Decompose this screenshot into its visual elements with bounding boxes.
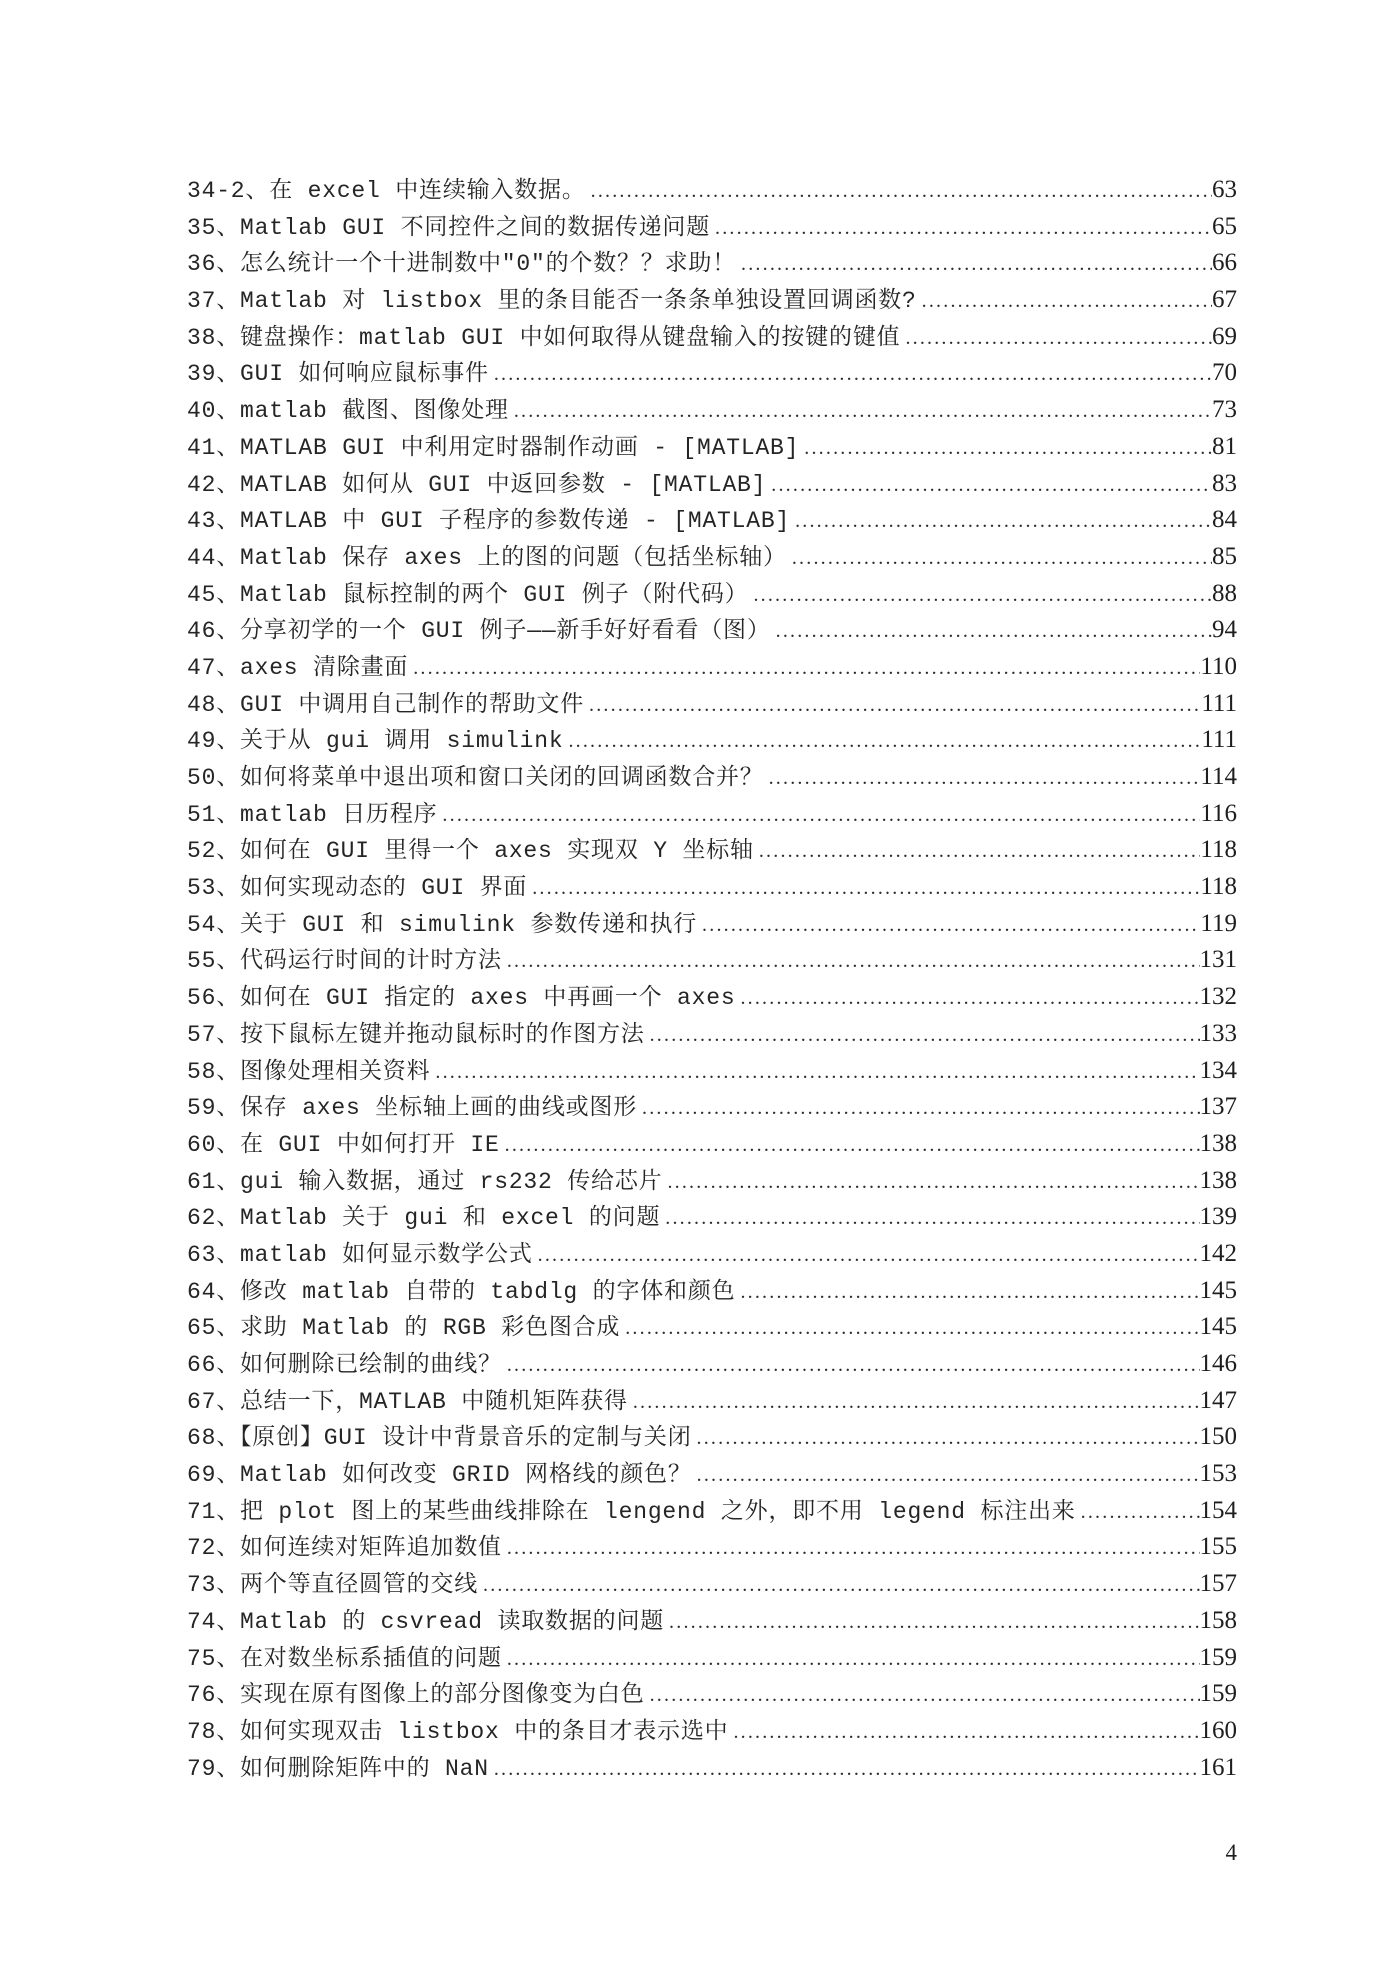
toc-dot-leader (728, 1721, 1199, 1744)
toc-entry-page: 159 (1199, 1680, 1237, 1708)
toc-dot-leader (664, 1611, 1199, 1634)
toc-entry-page: 157 (1199, 1570, 1237, 1598)
toc-entry-title: 71、把 plot 图上的某些曲线排除在 lengend 之外，即不用 legend 标注出来 (187, 1498, 1076, 1525)
toc-dot-leader (754, 840, 1201, 863)
toc-entry-page: 154 (1199, 1496, 1237, 1524)
toc-dot-leader (437, 804, 1200, 827)
toc-entry-page: 94 (1212, 616, 1237, 644)
toc-entry-title: 76、实现在原有图像上的部分图像变为白色 (187, 1682, 645, 1709)
toc-row (187, 721, 1237, 758)
toc-entry-title: 37、Matlab 对 listbox 里的条目能否一条条单独设置回调函数? (187, 288, 917, 315)
toc-dot-leader (710, 217, 1212, 240)
toc-entry-page: 119 (1200, 909, 1237, 937)
toc-entry-title: 57、按下鼠标左键并拖动鼠标时的作图方法 (187, 1021, 645, 1048)
toc-row (187, 1455, 1237, 1492)
toc-row (187, 685, 1237, 722)
toc-row (187, 318, 1237, 355)
toc-row (187, 171, 1237, 208)
toc-row (187, 1235, 1237, 1272)
toc-entry-title: 75、在对数坐标系插值的问题 (187, 1645, 502, 1672)
toc-dot-leader (660, 1207, 1199, 1230)
toc-dot-leader (408, 657, 1200, 680)
toc-row (187, 391, 1237, 428)
toc-entry-title: 35、Matlab GUI 不同控件之间的数据传递问题 (187, 214, 711, 241)
toc-entry-title: 53、如何实现动态的 GUI 界面 (187, 875, 528, 902)
toc-row (187, 1675, 1237, 1712)
toc-entry-title: 58、图像处理相关资料 (187, 1058, 431, 1085)
toc-dot-leader (697, 914, 1200, 937)
toc-entry-title: 65、求助 Matlab 的 RGB 彩色图合成 (187, 1315, 621, 1342)
toc-row (187, 795, 1237, 832)
toc-row (187, 208, 1237, 245)
toc-entry-page: 139 (1199, 1203, 1237, 1231)
toc-row (187, 575, 1237, 612)
toc-dot-leader (799, 437, 1212, 460)
toc-dot-leader (787, 547, 1212, 570)
toc-dot-leader (489, 363, 1212, 386)
toc-dot-leader (1076, 1501, 1200, 1524)
toc-row (187, 611, 1237, 648)
toc-entry-title: 44、Matlab 保存 axes 上的图的问题（包括坐标轴） (187, 544, 787, 571)
toc-entry-title: 45、Matlab 鼠标控制的两个 GUI 例子（附代码） (187, 581, 749, 608)
toc-list (187, 171, 1237, 1785)
toc-row (187, 868, 1237, 905)
toc-dot-leader (489, 1758, 1200, 1781)
toc-row (187, 905, 1237, 942)
footer-page-number: 4 (1225, 1840, 1237, 1865)
toc-entry-title: 41、MATLAB GUI 中利用定时器制作动画 - [MATLAB] (187, 434, 800, 461)
toc-row (187, 941, 1237, 978)
toc-entry-page: 132 (1199, 983, 1237, 1011)
toc-dot-leader (637, 1097, 1199, 1120)
toc-entry-page: 116 (1200, 799, 1237, 827)
toc-entry-title: 63、matlab 如何显示数学公式 (187, 1241, 533, 1268)
toc-entry-title: 67、总结一下，MATLAB 中随机矩阵获得 (187, 1388, 628, 1415)
toc-entry-title: 39、GUI 如何响应鼠标事件 (187, 361, 489, 388)
toc-entry-page: 118 (1200, 873, 1237, 901)
toc-row (187, 1565, 1237, 1602)
toc-entry-page: 70 (1212, 359, 1237, 387)
toc-row (187, 1345, 1237, 1382)
toc-entry-page: 66 (1212, 249, 1237, 277)
toc-entry-title: 47、axes 清除畫面 (187, 654, 409, 681)
toc-row (187, 1492, 1237, 1529)
toc-entry-title: 40、matlab 截图、图像处理 (187, 398, 509, 425)
toc-row (187, 1639, 1237, 1676)
toc-row (187, 281, 1237, 318)
toc-dot-leader (628, 1391, 1200, 1414)
toc-row (187, 648, 1237, 685)
toc-row (187, 1749, 1237, 1786)
toc-entry-title: 64、修改 matlab 自带的 tabdlg 的字体和颜色 (187, 1278, 736, 1305)
toc-entry-page: 85 (1212, 542, 1237, 570)
toc-entry-page: 146 (1199, 1350, 1237, 1377)
toc-entry-title: 49、关于从 gui 调用 simulink (187, 728, 564, 755)
toc-entry-title: 43、MATLAB 中 GUI 子程序的参数传递 - [MATLAB] (187, 508, 791, 535)
toc-row (187, 1125, 1237, 1162)
toc-row (187, 1198, 1237, 1235)
toc-row (187, 831, 1237, 868)
toc-entry-page: 142 (1199, 1239, 1237, 1267)
toc-row (187, 465, 1237, 502)
toc-dot-leader (430, 1061, 1199, 1084)
toc-entry-title: 34-2、在 excel 中连续输入数据。 (187, 178, 586, 204)
toc-entry-title: 66、如何删除已绘制的曲线？ (187, 1352, 502, 1378)
toc-entry-page: 159 (1199, 1643, 1237, 1671)
toc-dot-leader (764, 767, 1201, 790)
toc-entry-page: 131 (1199, 946, 1237, 974)
toc-entry-title: 51、matlab 日历程序 (187, 801, 438, 828)
toc-dot-leader (527, 877, 1200, 900)
toc-entry-page: 73 (1212, 396, 1237, 424)
toc-dot-leader (645, 1024, 1200, 1047)
toc-row (187, 1418, 1237, 1455)
toc-entry-page: 155 (1199, 1533, 1237, 1561)
toc-row (187, 1602, 1237, 1639)
toc-row (187, 978, 1237, 1015)
toc-entry-page: 134 (1199, 1056, 1237, 1084)
toc-entry-page: 114 (1200, 763, 1237, 790)
toc-entry-page: 145 (1199, 1313, 1237, 1341)
toc-row (187, 1712, 1237, 1749)
toc-row (187, 428, 1237, 465)
toc-entry-page: 147 (1199, 1386, 1237, 1414)
toc-entry-page: 118 (1200, 836, 1237, 864)
toc-dot-leader (645, 1684, 1200, 1707)
toc-dot-leader (790, 510, 1212, 533)
toc-entry-page: 158 (1199, 1606, 1237, 1634)
toc-row (187, 1015, 1237, 1052)
toc-dot-leader (736, 253, 1212, 276)
toc-entry-title: 38、键盘操作：matlab GUI 中如何取得从键盘输入的按键的键值 (187, 324, 901, 351)
toc-entry-page: 153 (1199, 1460, 1237, 1488)
toc-entry-page: 65 (1212, 212, 1237, 240)
toc-entry-page: 84 (1212, 506, 1237, 534)
toc-dot-leader (502, 1537, 1200, 1560)
toc-dot-leader (662, 1171, 1199, 1194)
toc-dot-leader (533, 1244, 1200, 1267)
toc-entry-title: 62、Matlab 关于 gui 和 excel 的问题 (187, 1205, 661, 1232)
toc-entry-page: 81 (1212, 432, 1237, 460)
toc-entry-page: 161 (1199, 1753, 1237, 1781)
toc-row (187, 1088, 1237, 1125)
toc-dot-leader (735, 987, 1199, 1010)
toc-entry-title: 36、怎么统计一个十进制数中"0"的个数？？求助！ (187, 251, 737, 278)
toc-dot-leader (563, 730, 1201, 753)
toc-entry-page: 138 (1199, 1129, 1237, 1157)
toc-entry-title: 78、如何实现双击 listbox 中的条目才表示选中 (187, 1718, 729, 1745)
toc-entry-page: 63 (1212, 176, 1237, 203)
toc-entry-page: 69 (1212, 322, 1237, 350)
toc-dot-leader (766, 474, 1212, 497)
toc-entry-title: 68、【原创】GUI 设计中背景音乐的定制与关闭 (187, 1425, 692, 1452)
toc-dot-leader (620, 1317, 1199, 1340)
toc-dot-leader (900, 327, 1212, 350)
toc-entry-page: 145 (1199, 1276, 1237, 1304)
toc-dot-leader (502, 1354, 1200, 1377)
toc-dot-leader (692, 1427, 1200, 1450)
toc-row (187, 501, 1237, 538)
toc-entry-page: 83 (1212, 469, 1237, 497)
toc-entry-page: 111 (1201, 726, 1237, 754)
toc-entry-title: 56、如何在 GUI 指定的 axes 中再画一个 axes (187, 985, 736, 1012)
toc-row (187, 1052, 1237, 1089)
toc-dot-leader (692, 1464, 1200, 1487)
toc-dot-leader (917, 290, 1212, 313)
toc-entry-title: 73、两个等直径圆管的交线 (187, 1572, 479, 1599)
toc-dot-leader (500, 1134, 1200, 1157)
toc-entry-page: 67 (1212, 286, 1237, 314)
toc-entry-page: 137 (1199, 1093, 1237, 1121)
toc-entry-title: 74、Matlab 的 csvread 读取数据的问题 (187, 1608, 665, 1635)
toc-dot-leader (735, 1281, 1199, 1304)
toc-entry-page: 138 (1199, 1166, 1237, 1194)
toc-entry-title: 50、如何将菜单中退出项和窗口关闭的回调函数合并？ (187, 765, 764, 791)
toc-dot-leader (586, 180, 1212, 203)
toc-entry-page: 150 (1199, 1423, 1237, 1451)
toc-row (187, 1308, 1237, 1345)
toc-dot-leader (502, 950, 1200, 973)
toc-entry-title: 46、分享初学的一个 GUI 例子——新手好好看看（图） (187, 618, 771, 645)
toc-row (187, 1528, 1237, 1565)
toc-entry-title: 54、关于 GUI 和 simulink 参数传递和执行 (187, 911, 698, 938)
toc-entry-page: 110 (1200, 652, 1237, 680)
toc-entry-page: 88 (1212, 579, 1237, 607)
toc-entry-title: 55、代码运行时间的计时方法 (187, 948, 502, 975)
toc-dot-leader (509, 400, 1212, 423)
toc-dot-leader (748, 584, 1212, 607)
toc-entry-title: 79、如何删除矩阵中的 NaN (187, 1755, 489, 1782)
toc-dot-leader (771, 620, 1212, 643)
toc-dot-leader (502, 1648, 1200, 1671)
toc-row (187, 758, 1237, 795)
toc-row (187, 244, 1237, 281)
toc-row (187, 1272, 1237, 1309)
toc-row (187, 538, 1237, 575)
toc-dot-leader (478, 1574, 1199, 1597)
toc-entry-title: 42、MATLAB 如何从 GUI 中返回参数 - [MATLAB] (187, 471, 767, 498)
toc-entry-title: 61、gui 输入数据，通过 rs232 传给芯片 (187, 1168, 663, 1195)
toc-entry-title: 48、GUI 中调用自己制作的帮助文件 (187, 691, 585, 718)
toc-entry-page: 133 (1199, 1019, 1237, 1047)
toc-dot-leader (584, 694, 1201, 717)
toc-entry-title: 52、如何在 GUI 里得一个 axes 实现双 Y 坐标轴 (187, 838, 754, 865)
toc-entry-title: 72、如何连续对矩阵追加数值 (187, 1535, 502, 1562)
toc-entry-page: 111 (1201, 689, 1237, 717)
toc-entry-page: 160 (1199, 1716, 1237, 1744)
toc-entry-title: 59、保存 axes 坐标轴上画的曲线或图形 (187, 1095, 638, 1122)
toc-row (187, 1162, 1237, 1199)
toc-row (187, 354, 1237, 391)
toc-entry-title: 60、在 GUI 中如何打开 IE (187, 1131, 500, 1158)
toc-entry-title: 69、Matlab 如何改变 GRID 网格线的颜色？ (187, 1462, 692, 1489)
toc-row (187, 1382, 1237, 1419)
